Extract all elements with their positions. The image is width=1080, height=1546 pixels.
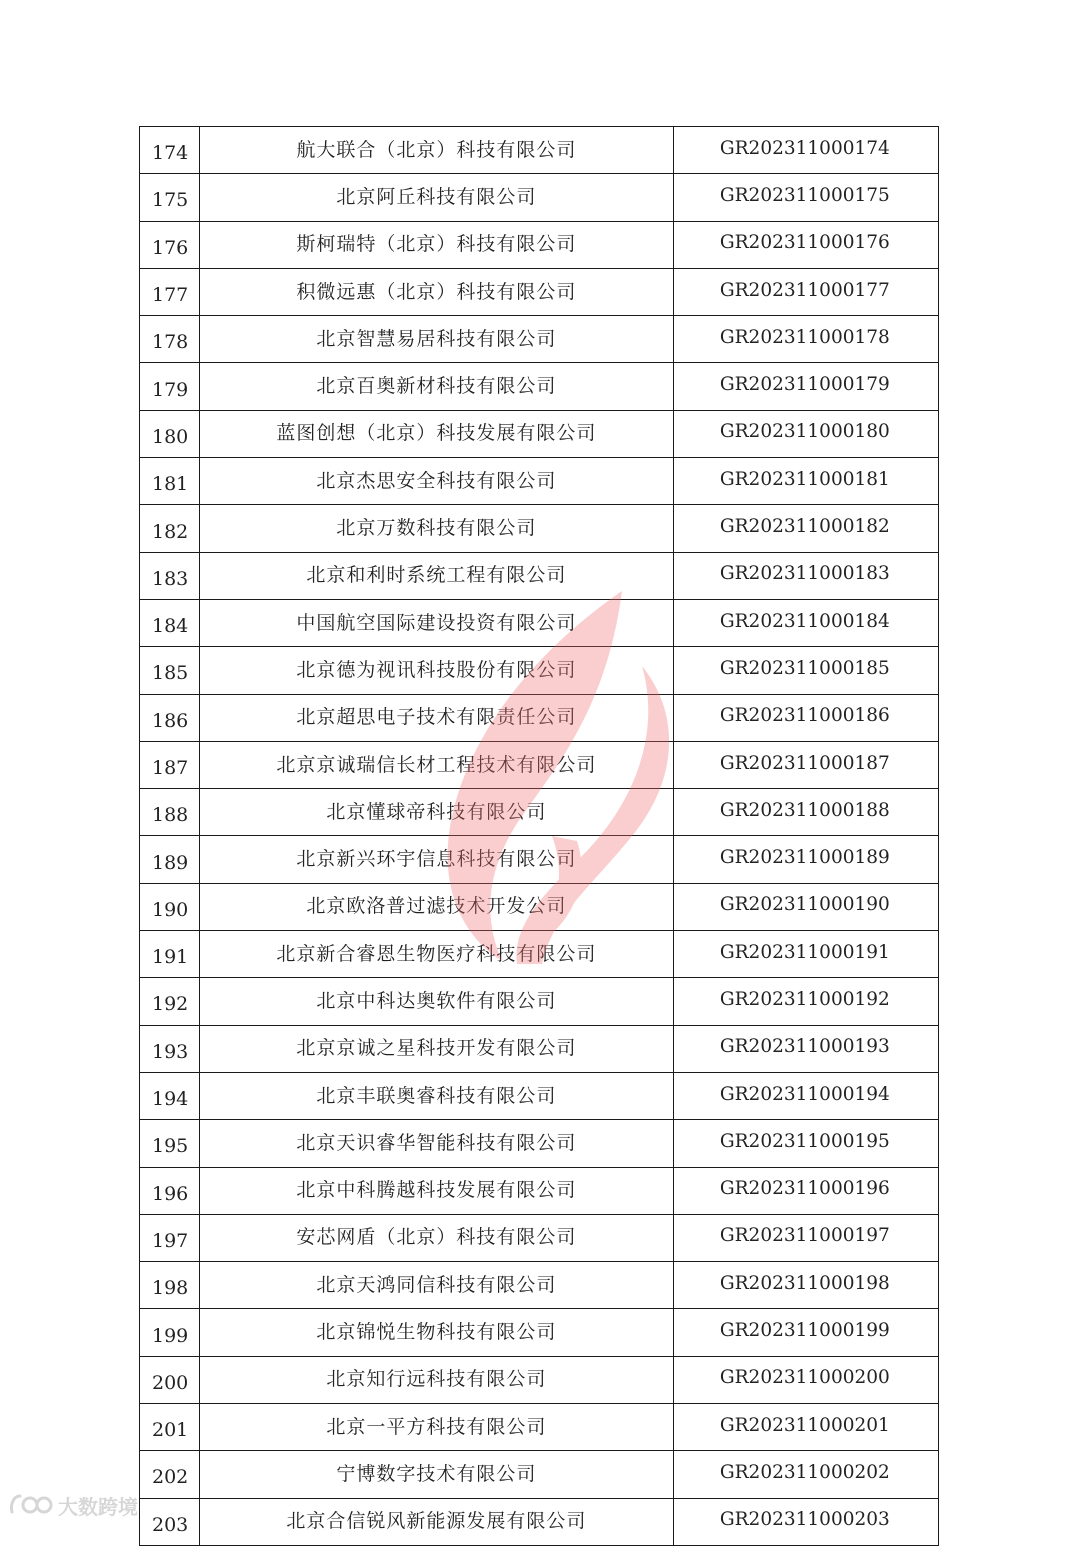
company-name: 北京和利时系统工程有限公司 <box>200 552 674 599</box>
company-name: 北京杰思安全科技有限公司 <box>200 458 674 505</box>
table-row <box>140 1262 939 1309</box>
row-number: 183 <box>140 552 200 599</box>
certificate-number: GR202311000189 <box>673 836 938 883</box>
certificate-number: GR202311000194 <box>673 1072 938 1119</box>
row-number: 174 <box>140 127 200 174</box>
company-name: 航大联合（北京）科技有限公司 <box>200 127 674 174</box>
table-row <box>140 316 939 363</box>
company-name: 北京中科腾越科技发展有限公司 <box>200 1167 674 1214</box>
footer-brand <box>8 1490 138 1520</box>
row-number: 176 <box>140 221 200 268</box>
row-number: 178 <box>140 316 200 363</box>
table-row <box>140 505 939 552</box>
company-name: 北京京诚瑞信长材工程技术有限公司 <box>200 741 674 788</box>
certificate-number: GR202311000188 <box>673 789 938 836</box>
row-number: 203 <box>140 1498 200 1545</box>
row-number: 195 <box>140 1120 200 1167</box>
company-name: 北京知行远科技有限公司 <box>200 1356 674 1403</box>
certificate-number: GR202311000199 <box>673 1309 938 1356</box>
company-name: 北京天识睿华智能科技有限公司 <box>200 1120 674 1167</box>
company-name: 中国航空国际建设投资有限公司 <box>200 599 674 646</box>
table-row <box>140 458 939 505</box>
row-number: 197 <box>140 1214 200 1261</box>
certificate-number: GR202311000203 <box>673 1498 938 1545</box>
row-number: 198 <box>140 1262 200 1309</box>
row-number: 199 <box>140 1309 200 1356</box>
company-name: 北京丰联奥睿科技有限公司 <box>200 1072 674 1119</box>
row-number: 190 <box>140 883 200 930</box>
table-row <box>140 931 939 978</box>
company-name: 斯柯瑞特（北京）科技有限公司 <box>200 221 674 268</box>
certificate-number: GR202311000176 <box>673 221 938 268</box>
company-list-table <box>139 126 939 1546</box>
row-number: 189 <box>140 836 200 883</box>
certificate-number: GR202311000201 <box>673 1404 938 1451</box>
certificate-number: GR202311000181 <box>673 458 938 505</box>
table-row <box>140 363 939 410</box>
row-number: 201 <box>140 1404 200 1451</box>
table-row <box>140 1451 939 1498</box>
table-row <box>140 221 939 268</box>
row-number: 193 <box>140 1025 200 1072</box>
company-name: 北京欧洛普过滤技术开发公司 <box>200 883 674 930</box>
table-row <box>140 174 939 221</box>
table-row <box>140 552 939 599</box>
table-row <box>140 694 939 741</box>
company-name: 北京智慧易居科技有限公司 <box>200 316 674 363</box>
certificate-number: GR202311000197 <box>673 1214 938 1261</box>
company-name: 北京合信锐风新能源发展有限公司 <box>200 1498 674 1545</box>
company-name: 北京德为视讯科技股份有限公司 <box>200 647 674 694</box>
table-row <box>140 127 939 174</box>
row-number: 194 <box>140 1072 200 1119</box>
certificate-number: GR202311000179 <box>673 363 938 410</box>
row-number: 187 <box>140 741 200 788</box>
table-row <box>140 978 939 1025</box>
certificate-number: GR202311000186 <box>673 694 938 741</box>
table-row <box>140 741 939 788</box>
company-name: 北京锦悦生物科技有限公司 <box>200 1309 674 1356</box>
table-row <box>140 789 939 836</box>
row-number: 192 <box>140 978 200 1025</box>
table-row <box>140 1072 939 1119</box>
company-name: 积微远惠（北京）科技有限公司 <box>200 268 674 315</box>
company-name: 北京新合睿恩生物医疗科技有限公司 <box>200 931 674 978</box>
certificate-number: GR202311000182 <box>673 505 938 552</box>
company-name: 北京天鸿同信科技有限公司 <box>200 1262 674 1309</box>
company-name: 北京百奥新材科技有限公司 <box>200 363 674 410</box>
certificate-number: GR202311000196 <box>673 1167 938 1214</box>
certificate-number: GR202311000185 <box>673 647 938 694</box>
table-body <box>140 127 939 1546</box>
company-name: 北京超思电子技术有限责任公司 <box>200 694 674 741</box>
row-number: 196 <box>140 1167 200 1214</box>
company-name: 北京新兴环宇信息科技有限公司 <box>200 836 674 883</box>
table-row <box>140 268 939 315</box>
brand-logo-icon <box>8 1492 54 1518</box>
certificate-number: GR202311000191 <box>673 931 938 978</box>
company-name: 北京阿丘科技有限公司 <box>200 174 674 221</box>
row-number: 181 <box>140 458 200 505</box>
company-name: 蓝图创想（北京）科技发展有限公司 <box>200 410 674 457</box>
row-number: 180 <box>140 410 200 457</box>
table-row <box>140 1356 939 1403</box>
row-number: 182 <box>140 505 200 552</box>
certificate-number: GR202311000200 <box>673 1356 938 1403</box>
table-row <box>140 647 939 694</box>
certificate-number: GR202311000174 <box>673 127 938 174</box>
footer-brand-text: 大数跨境 <box>58 1494 138 1519</box>
certificate-number: GR202311000198 <box>673 1262 938 1309</box>
certificate-number: GR202311000183 <box>673 552 938 599</box>
table-row <box>140 599 939 646</box>
company-name: 北京中科达奥软件有限公司 <box>200 978 674 1025</box>
table-row <box>140 1120 939 1167</box>
row-number: 177 <box>140 268 200 315</box>
certificate-number: GR202311000178 <box>673 316 938 363</box>
certificate-number: GR202311000190 <box>673 883 938 930</box>
certificate-number: GR202311000195 <box>673 1120 938 1167</box>
certificate-number: GR202311000177 <box>673 268 938 315</box>
company-name: 北京万数科技有限公司 <box>200 505 674 552</box>
company-name: 安芯网盾（北京）科技有限公司 <box>200 1214 674 1261</box>
certificate-number: GR202311000202 <box>673 1451 938 1498</box>
row-number: 184 <box>140 599 200 646</box>
certificate-number: GR202311000184 <box>673 599 938 646</box>
row-number: 186 <box>140 694 200 741</box>
table-row <box>140 1025 939 1072</box>
certificate-number: GR202311000180 <box>673 410 938 457</box>
row-number: 175 <box>140 174 200 221</box>
company-name: 北京懂球帝科技有限公司 <box>200 789 674 836</box>
certificate-number: GR202311000187 <box>673 741 938 788</box>
table-row <box>140 883 939 930</box>
row-number: 188 <box>140 789 200 836</box>
table-row <box>140 1167 939 1214</box>
table-row <box>140 836 939 883</box>
row-number: 179 <box>140 363 200 410</box>
table-row <box>140 1214 939 1261</box>
certificate-number: GR202311000175 <box>673 174 938 221</box>
certificate-number: GR202311000192 <box>673 978 938 1025</box>
row-number: 202 <box>140 1451 200 1498</box>
company-name: 北京京诚之星科技开发有限公司 <box>200 1025 674 1072</box>
row-number: 200 <box>140 1356 200 1403</box>
company-name: 北京一平方科技有限公司 <box>200 1404 674 1451</box>
company-name: 宁博数字技术有限公司 <box>200 1451 674 1498</box>
table-row <box>140 410 939 457</box>
table-row <box>140 1404 939 1451</box>
row-number: 191 <box>140 931 200 978</box>
certificate-number: GR202311000193 <box>673 1025 938 1072</box>
table-row <box>140 1498 939 1545</box>
row-number: 185 <box>140 647 200 694</box>
table-row <box>140 1309 939 1356</box>
